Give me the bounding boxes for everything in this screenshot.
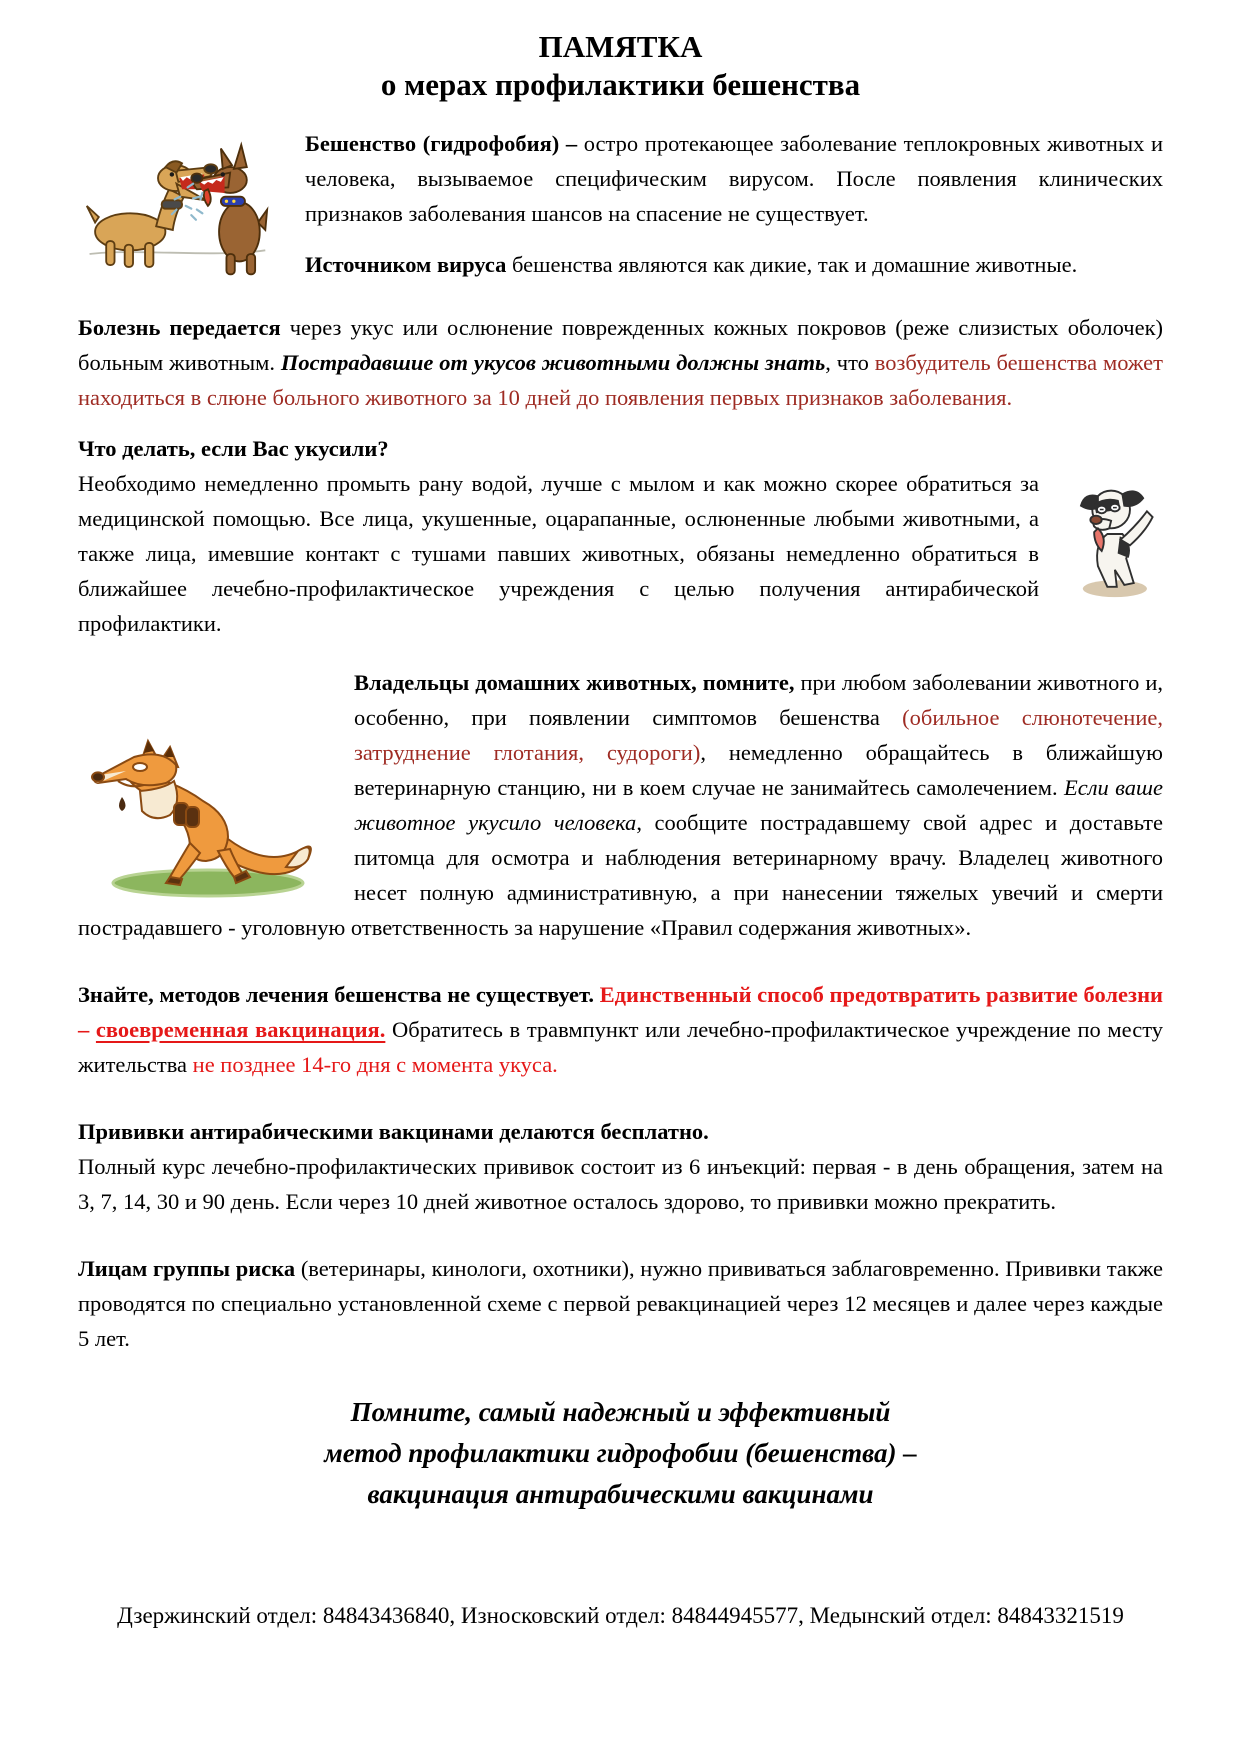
paragraph-vaccination-course: Полный курс лечебно-профилактических прививок состоит из 6 инъекций: первая - в день обращения, затем на 3, 7, 14, 30 и 90 день. Если через 10 дней животное осталось здорово, то прививки можно прекратить. bbox=[78, 1154, 1163, 1214]
no-cure-red-deadline: не позднее 14-го дня с момента укуса. bbox=[192, 1052, 558, 1077]
owners-bold: Владельцы домашних животных, помните, bbox=[354, 670, 801, 695]
definition-bold: Бешенство (гидрофобия) – bbox=[305, 131, 584, 156]
section-no-cure bbox=[78, 977, 1163, 1082]
no-cure-red-bold: Единственный способ предотвратить развитие болезни – bbox=[78, 982, 1164, 1042]
risk-group-text: (ветеринары, кинологи, охотники), нужно прививаться заблаговременно. Прививки также проводятся по специально установленной схеме с первой ревакцинацией через 12 месяцев и далее через каждые 5 лет. bbox=[78, 1256, 1163, 1351]
page-title bbox=[78, 28, 1163, 104]
paragraph-no-cure bbox=[78, 977, 1163, 1082]
crazy-dog-illustration bbox=[1063, 468, 1163, 600]
owners-italic: Если ваше животное укусило человека bbox=[354, 775, 1163, 835]
risk-group-bold: Лицам группы риска bbox=[78, 1256, 301, 1281]
footer-contacts: Дзержинский отдел: 84843436840, Износковский отдел: 84844945577, Медынский отдел: 84843321519 bbox=[117, 1603, 1124, 1628]
crazy-dog-icon bbox=[1063, 468, 1163, 600]
source-text: бешенства являются как дикие, так и домашние животные. bbox=[512, 252, 1078, 277]
transmission-text-1: через укус или ослюнение поврежденных кожных покровов (реже слизистых оболочек) больным животным. bbox=[78, 315, 1164, 375]
dogs-barking-icon bbox=[84, 116, 269, 281]
no-cure-text: Обратитесь в травмпункт или лечебно-профилактическое учреждение по месту жительства bbox=[78, 1017, 1163, 1077]
owners-text-1: при любом заболевании животного и, особенно, при появлении симптомов бешенства bbox=[354, 670, 1163, 730]
owners-red-text: (обильное слюнотечение, затруднение глотания, судороги) bbox=[354, 705, 1163, 765]
transmission-red-text: возбудитель бешенства может находиться в слюне больного животного за 10 дней до появления первых признаков заболевания. bbox=[78, 350, 1163, 410]
section-vaccination bbox=[78, 1114, 1163, 1219]
section-what-to-do bbox=[78, 431, 1163, 641]
section-transmission bbox=[78, 310, 1163, 415]
paragraph-transmission bbox=[78, 310, 1163, 415]
definition-text: остро протекающее заболевание теплокровных животных и человека, вызываемое специфическим вирусом. После появления клинических признаков заболевания шансов на спасение не существует. bbox=[305, 131, 1163, 226]
paragraph-risk-group bbox=[78, 1251, 1163, 1356]
transmission-bold: Болезнь передается bbox=[78, 315, 290, 340]
title-line-1: ПАМЯТКА bbox=[538, 29, 703, 64]
vaccination-heading: Прививки антирабическими вакцинами делаются бесплатно. bbox=[78, 1119, 709, 1144]
fox-illustration bbox=[78, 665, 320, 905]
slogan-line-3: вакцинация антирабическими вакцинами bbox=[367, 1479, 874, 1509]
transmission-text-2: , что bbox=[825, 350, 875, 375]
source-bold: Источником вируса bbox=[305, 252, 512, 277]
title-line-2: о мерах профилактики бешенства bbox=[380, 67, 861, 102]
fox-icon bbox=[78, 719, 320, 899]
section-risk-group bbox=[78, 1251, 1163, 1356]
slogan-line-2: метод профилактики гидрофобии (бешенства) – bbox=[324, 1438, 917, 1468]
slogan bbox=[78, 1392, 1163, 1515]
dogs-barking-illustration bbox=[84, 116, 269, 281]
section-pet-owners bbox=[78, 665, 1163, 945]
paragraph-what-to-do: Необходимо немедленно промыть рану водой, лучше с мылом и как можно скорее обратиться за медицинской помощью. Все лица, укушенные, оцарапанные, ослюненные любыми животными, а также лица, имевшие контакт с тушами павших животных, обязаны немедленно обратиться в ближайшее лечебно-профилактическое учреждения с целью получения антирабической профилактики. bbox=[78, 471, 1039, 636]
section-intro bbox=[78, 126, 1163, 282]
owners-text-2: , немедленно обращайтесь в ближайшую ветеринарную станцию, ни в коем случае не занимайтесь самолечением. bbox=[354, 740, 1163, 800]
transmission-bold-italic: Пострадавшие от укусов животными должны знать bbox=[280, 350, 826, 375]
what-to-do-heading: Что делать, если Вас укусили? bbox=[78, 436, 389, 461]
no-cure-bold: Знайте, методов лечения бешенства не существует. bbox=[78, 982, 600, 1007]
no-cure-red-underline: своевременная вакцинация. bbox=[95, 1017, 386, 1042]
slogan-line-1: Помните, самый надежный и эффективный bbox=[350, 1397, 891, 1427]
owners-text-3: , сообщите пострадавшему свой адрес и доставьте питомца для осмотра и наблюдения ветеринарному врачу. Владелец животного несет полную административную, а при нанесении тяжелых увечий и смерти пострадавшего - уголовную ответственность за нарушение «Правил содержания животных». bbox=[78, 810, 1163, 940]
